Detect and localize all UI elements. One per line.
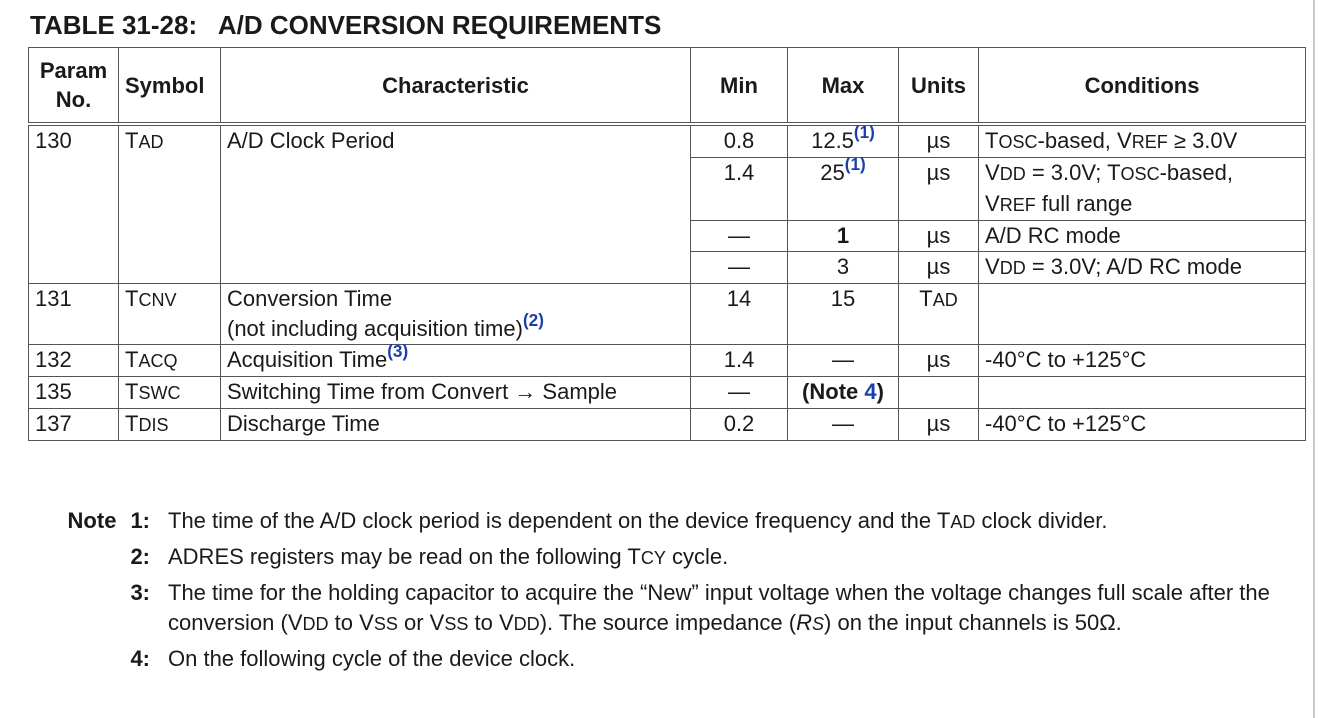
characteristic-cell: Discharge Time	[221, 409, 691, 441]
header-symbol: Symbol	[119, 48, 221, 125]
note-number: 1:	[130, 508, 150, 533]
units-cell: µs	[899, 158, 979, 221]
min-cell: 14	[691, 284, 788, 345]
characteristic-cell: Acquisition Time$^{(3)}$	[221, 345, 691, 377]
conditions-cell	[979, 284, 1306, 345]
max-cell: 12.5$^{(1)}$	[788, 124, 899, 158]
conditions-cell	[979, 377, 1306, 409]
table-title: TABLE 31-28: A/D CONVERSION REQUIREMENTS	[30, 10, 662, 40]
note-text: On the following cycle of the device clock.	[168, 646, 576, 671]
param-cell: 135	[29, 377, 119, 409]
param-cell: 131	[29, 284, 119, 345]
units-cell	[899, 377, 979, 409]
param-cell: 132	[29, 345, 119, 377]
note-item	[34, 578, 1308, 639]
note-number: 4:	[130, 646, 150, 671]
note-reference: (1)	[844, 153, 866, 174]
max-cell: (Note 4)	[788, 377, 899, 409]
note-reference: (2)	[522, 309, 544, 330]
header-row	[29, 48, 1306, 125]
note-text: ADRES registers may be read on the following TCY cycle.	[168, 544, 729, 569]
note-item	[34, 542, 1308, 573]
min-cell: 0.8	[691, 124, 788, 158]
max-cell: 15	[788, 284, 899, 345]
units-cell: µs	[899, 252, 979, 284]
conditions-cell: VDD = 3.0V; TOSC-based, VREF full range	[979, 158, 1306, 221]
characteristic-cell: Switching Time from Convert → Sample	[221, 377, 691, 409]
header-units: Units	[899, 48, 979, 125]
table-row	[29, 377, 1306, 409]
note-reference: (3)	[387, 340, 409, 361]
symbol-cell: TACQ	[119, 345, 221, 377]
characteristic-cell: Conversion Time (not including acquisition time)$^{(2)}$	[221, 284, 691, 345]
max-cell: —	[788, 345, 899, 377]
symbol-cell: TDIS	[119, 409, 221, 441]
table-row	[29, 345, 1306, 377]
param-cell: 137	[29, 409, 119, 441]
min-cell: 1.4	[691, 158, 788, 221]
note-number: 2:	[130, 544, 150, 569]
note-label: Note	[67, 508, 117, 533]
units-cell: µs	[899, 409, 979, 441]
note-text: The time for the holding capacitor to acquire the “New” input voltage when the voltage changes full scale after the conversion (VDD to VSS or VSS to VDD). The source impedance (RS) on the input channels is 50Ω.	[168, 580, 1270, 635]
conditions-cell: TOSC-based, VREF ≥ 3.0V	[979, 124, 1306, 158]
param-cell: 130	[29, 124, 119, 284]
note-item	[34, 644, 1308, 674]
header-param: Param No.	[29, 48, 119, 125]
symbol-cell: TSWC	[119, 377, 221, 409]
table-row	[29, 409, 1306, 441]
note-text: The time of the A/D clock period is dependent on the device frequency and the TAD clock divider.	[168, 508, 1108, 533]
min-cell: 1.4	[691, 345, 788, 377]
conditions-cell: A/D RC mode	[979, 221, 1306, 252]
header-min: Min	[691, 48, 788, 125]
units-cell: TAD	[899, 284, 979, 345]
max-cell: 1	[788, 221, 899, 252]
table-row	[29, 124, 1306, 158]
units-cell: µs	[899, 345, 979, 377]
symbol-cell: TAD	[119, 124, 221, 284]
header-max: Max	[788, 48, 899, 125]
note-number: 3:	[130, 580, 150, 605]
max-cell: 25$^{(1)}$	[788, 158, 899, 221]
table-row	[29, 284, 1306, 345]
max-cell: 3	[788, 252, 899, 284]
ad-conversion-table	[28, 47, 1306, 441]
units-cell: µs	[899, 221, 979, 252]
min-cell: 0.2	[691, 409, 788, 441]
note-reference: (1)	[853, 121, 875, 142]
page-edge-divider	[1313, 0, 1315, 718]
table-notes	[34, 506, 1308, 679]
conditions-cell: -40°C to +125°C	[979, 409, 1306, 441]
min-cell: —	[691, 377, 788, 409]
characteristic-cell: A/D Clock Period	[221, 124, 691, 284]
max-cell: —	[788, 409, 899, 441]
conditions-cell: -40°C to +125°C	[979, 345, 1306, 377]
symbol-cell: TCNV	[119, 284, 221, 345]
min-cell: —	[691, 221, 788, 252]
header-conditions: Conditions	[979, 48, 1306, 125]
note-item	[34, 506, 1308, 537]
note-reference: 4	[864, 379, 877, 404]
units-cell: µs	[899, 124, 979, 158]
conditions-cell: VDD = 3.0V; A/D RC mode	[979, 252, 1306, 284]
min-cell: —	[691, 252, 788, 284]
header-characteristic: Characteristic	[221, 48, 691, 125]
